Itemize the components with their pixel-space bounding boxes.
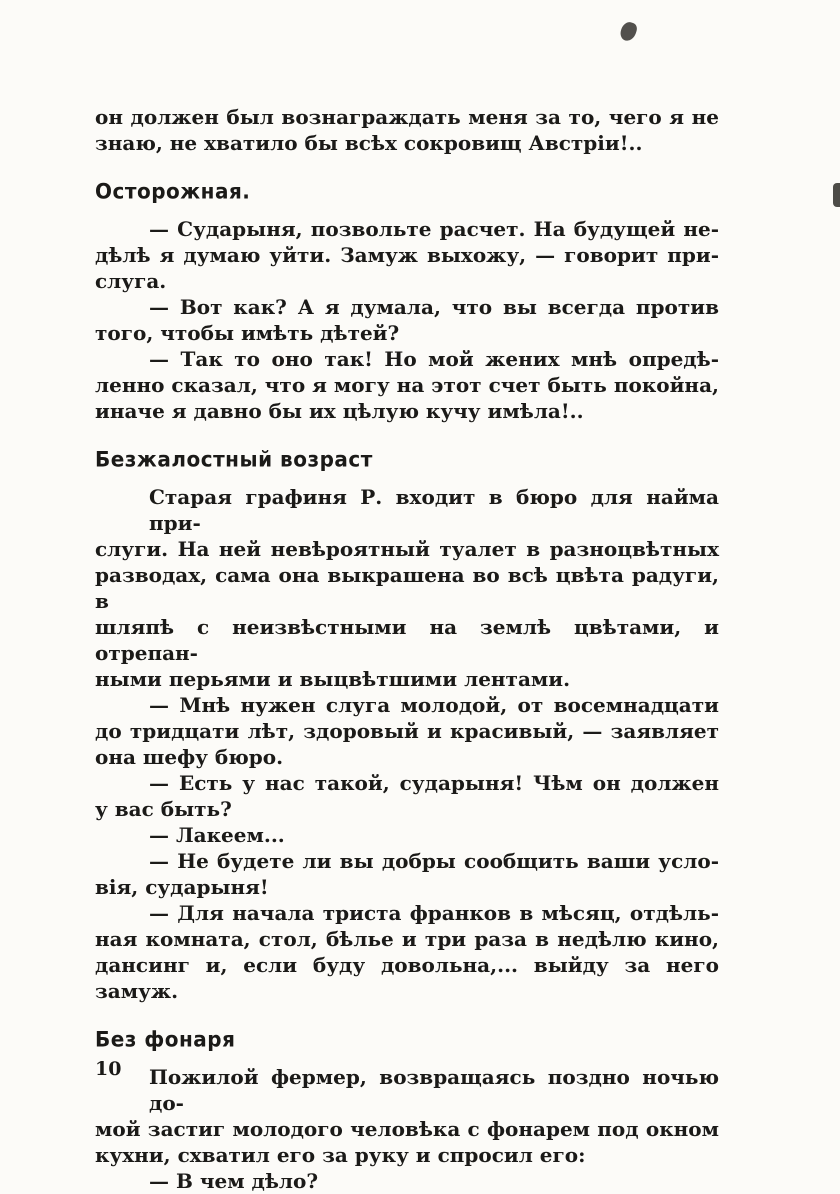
text-line: — Для начала триста франков в мѣсяц, отдѣль- — [149, 901, 719, 925]
section-heading: Без фонаря — [95, 1026, 236, 1052]
paragraph — [95, 346, 719, 424]
text-line: дансинг и, если буду довольна,... выйду за него замуж. — [95, 953, 719, 1003]
text-line: — Есть у нас такой, сударыня! Чѣм он должен — [149, 771, 719, 795]
paragraph — [95, 484, 719, 692]
text-line: Старая графиня Р. входит в бюро для найма при- — [149, 485, 719, 535]
text-line: иначе я давно бы их цѣлую кучу имѣла!.. — [95, 399, 584, 423]
text-line: — Не будете ли вы добры сообщить ваши усло- — [149, 849, 719, 873]
text-line: она шефу бюро. — [95, 745, 284, 769]
paragraph — [95, 294, 719, 346]
paragraph — [95, 104, 719, 156]
scan-artifact — [833, 183, 840, 207]
text-line: знаю, не хватило бы всѣх сокровищ Австріи!.. — [95, 131, 643, 155]
text-line: разводах, сама она выкрашена во всѣ цвѣта радуги, в — [95, 563, 719, 613]
paragraph — [95, 692, 719, 770]
text-line: — Мнѣ нужен слуга молодой, от восемнадцати — [149, 693, 719, 717]
paragraph — [95, 1168, 719, 1194]
text-line: — Лакеем... — [149, 823, 285, 847]
page-number: 10 — [95, 1058, 122, 1080]
text-line: ная комната, стол, бѣлье и три раза в недѣлю кино, — [95, 927, 719, 951]
text-line: ными перьями и выцвѣтшими лентами. — [95, 667, 571, 691]
text-line: — Сударыня, позвольте расчет. На будущей не- — [149, 217, 719, 241]
text-line: мой застиг молодого человѣка с фонарем под окном — [95, 1117, 719, 1141]
text-line: слуга. — [95, 269, 167, 293]
text-line: кухни, схватил его за руку и спросил его: — [95, 1143, 586, 1167]
text-line: он должен был вознаграждать меня за то, чего я не — [95, 105, 719, 129]
text-line: до тридцати лѣт, здоровый и красивый, — заявляет — [95, 719, 719, 743]
paragraph — [95, 900, 719, 1004]
text-line: вія, сударыня! — [95, 875, 269, 899]
text-line: слуги. На ней невѣроятный туалет в разноцвѣтных — [95, 537, 719, 561]
text-line: — Так то оно так! Но мой жених мнѣ опредѣ- — [149, 347, 719, 371]
text-line: у вас быть? — [95, 797, 232, 821]
text-block — [95, 104, 719, 1194]
text-line: Пожилой фермер, возвращаясь поздно ночью до- — [149, 1065, 719, 1115]
paragraph — [95, 770, 719, 822]
text-line: шляпѣ с неизвѣстными на землѣ цвѣтами, и отрепан- — [95, 615, 719, 665]
text-line: ленно сказал, что я могу на этот счет быть покойна, — [95, 373, 719, 397]
text-line: дѣлѣ я думаю уйти. Замуж выхожу, — говорит при- — [95, 243, 719, 267]
text-line: — Вот как? А я думала, что вы всегда против — [149, 295, 719, 319]
section-heading: Осторожная. — [95, 178, 251, 204]
scan-artifact — [618, 20, 638, 43]
section-heading: Безжалостный возраст — [95, 446, 373, 472]
text-line: того, чтобы имѣть дѣтей? — [95, 321, 400, 345]
paragraph — [95, 1064, 719, 1168]
paragraph — [95, 216, 719, 294]
paragraph — [95, 822, 719, 848]
paragraph — [95, 848, 719, 900]
text-line: — В чем дѣло? — [149, 1169, 319, 1193]
